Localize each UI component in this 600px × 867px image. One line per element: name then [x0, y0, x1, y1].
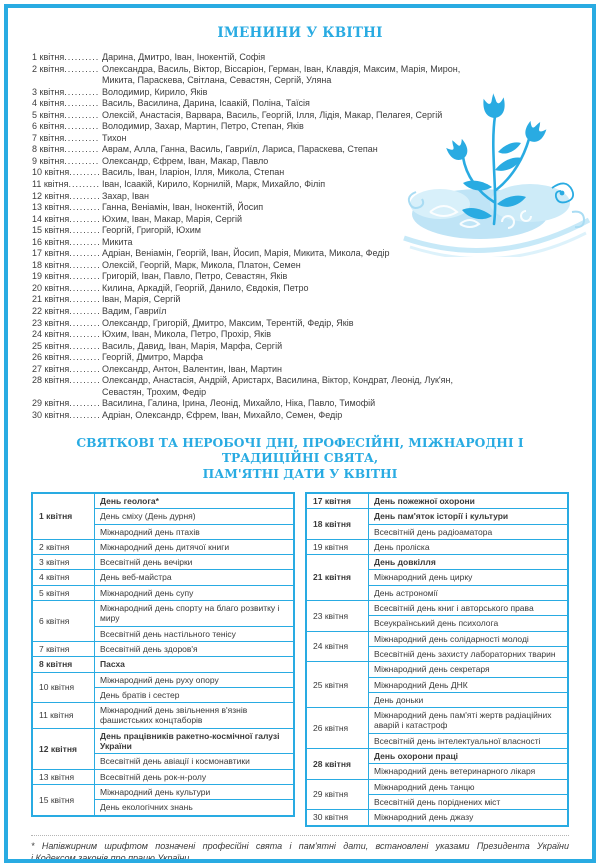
nameday-date: 8 квітня ..... — [32, 144, 100, 156]
holiday-row — [306, 749, 568, 764]
nameday-names: Василь, Іван, Іларіон, Ілля, Микола, Степан — [102, 167, 285, 178]
nameday-entry — [31, 375, 569, 398]
nameday-names: Килина, Аркадій, Георгій, Данило, Євдокія, Петро — [102, 282, 309, 293]
holiday-row — [306, 779, 568, 794]
nameday-names: Ганна, Веніамін, Іван, Інокентій, Йосип — [102, 202, 264, 213]
holiday-date-cell: 2 квітня — [32, 539, 95, 554]
holiday-name-cell: Всесвітній день здоров'я — [95, 641, 295, 656]
nameday-entry — [31, 52, 569, 64]
nameday-entry — [31, 329, 569, 341]
nameday-names: Адріан, Олександр, Єфрем, Іван, Михайло, Семен, Федір — [102, 409, 343, 420]
holiday-name-cell: Всесвітній день поріднених міст — [369, 794, 569, 809]
nameday-names: Іван, Ісаакій, Кирило, Корнилій, Марк, Михайло, Філіп — [102, 179, 326, 190]
nameday-entry — [31, 214, 569, 226]
holiday-name-cell: Всесвітній день книг і авторського права — [369, 601, 569, 616]
nameday-entry — [31, 64, 569, 87]
nameday-date: 16 квітня ..... — [32, 237, 100, 249]
holiday-date-cell: 12 квітня — [32, 728, 95, 769]
nameday-date: 18 квітня ..... — [32, 260, 100, 272]
holiday-date-cell: 19 квітня — [306, 539, 369, 554]
nameday-names: Володимир, Кирило, Яків — [102, 86, 208, 97]
holiday-date-cell: 5 квітня — [32, 585, 95, 600]
nameday-entry — [31, 352, 569, 364]
nameday-names: Севастян, Трохим, Федір — [102, 386, 207, 397]
nameday-names: Юхим, Іван, Микола, Петро, Прохір, Яків — [102, 329, 272, 340]
holiday-date-cell: 21 квітня — [306, 555, 369, 601]
holiday-name-cell: День пожежної охорони — [369, 493, 569, 509]
holiday-date-cell: 26 квітня — [306, 708, 369, 749]
holiday-date-cell: 24 квітня — [306, 631, 369, 662]
holiday-date-cell: 15 квітня — [32, 784, 95, 815]
nameday-date: 3 квітня ..... — [32, 87, 100, 99]
holidays-title — [31, 435, 569, 482]
nameday-date: 20 квітня ..... — [32, 283, 100, 295]
holiday-date-cell: 13 квітня — [32, 769, 95, 784]
holiday-date-cell: 18 квітня — [306, 509, 369, 540]
nameday-names: Олександр, Григорій, Дмитро, Максим, Терентій, Федір, Яків — [102, 317, 354, 328]
holiday-name-cell: День охорони праці — [369, 749, 569, 764]
holiday-date-cell: 8 квітня — [32, 657, 95, 672]
nameday-date: 21 квітня ..... — [32, 294, 100, 306]
holiday-name-cell: Всесвітній день захисту лабораторних тварин — [369, 646, 569, 661]
nameday-entry — [31, 225, 569, 237]
nameday-names: Іван, Марія, Сергій — [102, 294, 181, 305]
holiday-name-cell: День працівників ракетно-космічної галузі України — [95, 728, 295, 754]
holiday-row — [32, 703, 294, 729]
nameday-names: Василь, Василина, Дарина, Ісаакій, Поліна, Таїсія — [102, 98, 310, 109]
nameday-names: Георгій, Григорій, Юхим — [102, 225, 201, 236]
nameday-names: Захар, Іван — [102, 190, 150, 201]
nameday-names: Василь, Давид, Іван, Марія, Марфа, Сергій — [102, 340, 283, 351]
holiday-name-cell: День екологічних знань — [95, 800, 295, 816]
nameday-date: 11 квітня ..... — [32, 179, 100, 191]
nameday-names: Олексій, Георгій, Марк, Микола, Платон, Семен — [102, 259, 301, 270]
holiday-row — [32, 672, 294, 687]
holiday-date-cell: 29 квітня — [306, 779, 369, 810]
holiday-row — [32, 728, 294, 754]
holiday-name-cell: День пам'яток історії і культури — [369, 509, 569, 524]
holiday-row — [32, 570, 294, 585]
holiday-date-cell: 6 квітня — [32, 601, 95, 642]
holiday-name-cell: День доньки — [369, 692, 569, 707]
nameday-date: 9 квітня ..... — [32, 156, 100, 168]
holiday-name-cell: Міжнародний день птахів — [95, 524, 295, 539]
holiday-name-cell: Всесвітній день настільного тенісу — [95, 626, 295, 641]
holiday-date-cell: 30 квітня — [306, 810, 369, 826]
holiday-name-cell: Всесвітній день вечірки — [95, 555, 295, 570]
holiday-row — [306, 539, 568, 554]
nameday-date: 6 квітня ..... — [32, 121, 100, 133]
holiday-row — [32, 585, 294, 600]
holiday-row — [32, 493, 294, 509]
holiday-row — [32, 539, 294, 554]
holiday-row — [306, 810, 568, 826]
holiday-name-cell: День братів і сестер — [95, 687, 295, 702]
holiday-name-cell: День веб-майстра — [95, 570, 295, 585]
holiday-name-cell: День довкілля — [369, 555, 569, 570]
nameday-date: 5 квітня ..... — [32, 110, 100, 122]
nameday-date: 28 квітня ..... — [32, 375, 100, 387]
nameday-entry — [31, 87, 569, 99]
nameday-date: 23 квітня ..... — [32, 318, 100, 330]
nameday-date: 13 квітня ..... — [32, 202, 100, 214]
holiday-date-cell: 23 квітня — [306, 601, 369, 632]
nameday-entry — [31, 341, 569, 353]
holiday-name-cell: День астрономії — [369, 585, 569, 600]
nameday-names: Олександр, Антон, Валентин, Іван, Мартин — [102, 363, 282, 374]
holiday-name-cell: Всесвітній день авіації і космонавтики — [95, 754, 295, 769]
holiday-name-cell: День сміху (День дурня) — [95, 509, 295, 524]
holiday-date-cell: 4 квітня — [32, 570, 95, 585]
nameday-names: Олександр, Анастасія, Андрій, Аристарх, Василина, Віктор, Кондрат, Леонід, Лук'ян, — [102, 375, 453, 386]
footnote-line2: і Кодексом законів про працю України. — [31, 852, 192, 863]
holiday-name-cell: Міжнародний День ДНК — [369, 677, 569, 692]
holidays-table-right-body — [306, 493, 568, 826]
nameday-date: 7 квітня ..... — [32, 133, 100, 145]
nameday-entry — [31, 364, 569, 376]
holiday-row — [32, 769, 294, 784]
nameday-names: Георгій, Дмитро, Марфа — [102, 352, 204, 363]
holidays-title-line1: СВЯТКОВІ ТА НЕРОБОЧІ ДНІ, ПРОФЕСІЙНІ, МІЖНАРОДНІ І ТРАДИЦІЙНІ СВЯТА, — [76, 434, 524, 465]
nameday-date: 24 квітня ..... — [32, 329, 100, 341]
holiday-row — [306, 493, 568, 509]
holiday-name-cell: Міжнародний день пам'яті жертв радіаційних аварій і катастроф — [369, 708, 569, 734]
nameday-entry — [31, 98, 569, 110]
holiday-row — [32, 601, 294, 627]
holiday-row — [306, 708, 568, 734]
nameday-entry — [31, 306, 569, 318]
holiday-date-cell: 28 квітня — [306, 749, 369, 780]
holiday-name-cell: Міжнародний день солідарності молоді — [369, 631, 569, 646]
holiday-name-cell: Міжнародний день джазу — [369, 810, 569, 826]
holiday-row — [32, 784, 294, 799]
nameday-entry — [31, 133, 569, 145]
holiday-date-cell: 25 квітня — [306, 662, 369, 708]
nameday-entry — [31, 271, 569, 283]
nameday-names: Дарина, Дмитро, Іван, Інокентій, Софія — [102, 52, 266, 62]
nameday-entry — [31, 202, 569, 214]
nameday-names: Василина, Галина, Ірина, Леонід, Михайло, Ніка, Павло, Тимофій — [102, 398, 376, 409]
nameday-names: Микита — [102, 236, 133, 247]
nameday-entry — [31, 110, 569, 122]
footnote-divider — [31, 835, 569, 836]
nameday-names: Юхим, Іван, Макар, Марія, Сергій — [102, 213, 243, 224]
nameday-entry — [31, 283, 569, 295]
holiday-row — [306, 662, 568, 677]
nameday-names: Микита, Параскева, Світлана, Севастян, Сергій, Уляна — [102, 75, 332, 86]
holiday-name-cell: Міжнародний день секретаря — [369, 662, 569, 677]
nameday-entry — [31, 191, 569, 203]
holiday-name-cell: Міжнародний день ветеринарного лікаря — [369, 764, 569, 779]
nameday-date: 17 квітня ..... — [32, 248, 100, 260]
holiday-name-cell: Міжнародний день спорту на благо розвитку і миру — [95, 601, 295, 627]
nameday-entry — [31, 410, 569, 422]
namedays-list — [31, 52, 569, 422]
nameday-entry — [31, 121, 569, 133]
holiday-date-cell: 3 квітня — [32, 555, 95, 570]
holiday-name-cell: Міжнародний день руху опору — [95, 672, 295, 687]
nameday-date: 4 квітня ..... — [32, 98, 100, 110]
holidays-tables — [31, 492, 569, 827]
holiday-name-cell: Всесвітній день радіоаматора — [369, 524, 569, 539]
holiday-name-cell: Пасха — [95, 657, 295, 672]
nameday-names: Аврам, Алла, Ганна, Василь, Гавриїл, Лариса, Параскева, Степан — [102, 144, 378, 155]
nameday-entry — [31, 260, 569, 272]
nameday-date: 29 квітня ..... — [32, 398, 100, 410]
holiday-name-cell: День проліска — [369, 539, 569, 554]
nameday-date: 22 квітня ..... — [32, 306, 100, 318]
holiday-row — [32, 641, 294, 656]
nameday-names: Григорій, Іван, Павло, Петро, Севастян, Яків — [102, 271, 288, 282]
footnote — [31, 840, 569, 864]
holiday-row — [32, 555, 294, 570]
holiday-name-cell: День геолога* — [95, 493, 295, 509]
nameday-date: 30 квітня ..... — [32, 410, 100, 422]
namedays-title: ІМЕНИНИ У КВІТНІ — [217, 25, 383, 41]
holiday-row — [306, 601, 568, 616]
holiday-row — [306, 631, 568, 646]
nameday-names: Вадим, Гавриїл — [102, 306, 167, 317]
holiday-row — [306, 509, 568, 524]
holiday-name-cell: Міжнародний день танцю — [369, 779, 569, 794]
nameday-entry — [31, 144, 569, 156]
nameday-date: 2 квітня ..... — [32, 64, 100, 76]
nameday-names: Олександра, Василь, Віктор, Віссаріон, Герман, Іван, Клавдія, Максим, Марія, Мирон, — [102, 63, 461, 74]
holiday-date-cell: 10 квітня — [32, 672, 95, 703]
holiday-name-cell: Міжнародний день звільнення в'язнів фашистських концтаборів — [95, 703, 295, 729]
holiday-name-cell: Міжнародний день супу — [95, 585, 295, 600]
nameday-entry — [31, 237, 569, 249]
nameday-names: Олександр, Єфрем, Іван, Макар, Павло — [102, 155, 269, 166]
nameday-date: 12 квітня ..... — [32, 191, 100, 203]
holiday-row — [306, 555, 568, 570]
holiday-date-cell: 1 квітня — [32, 493, 95, 539]
nameday-date: 26 квітня ..... — [32, 352, 100, 364]
nameday-date: 19 квітня ..... — [32, 271, 100, 283]
holiday-name-cell: Міжнародний день культури — [95, 784, 295, 799]
holidays-table-left-body — [32, 493, 294, 816]
nameday-names: Адріан, Веніамін, Георгій, Іван, Йосип, Марія, Микита, Микола, Федір — [102, 248, 390, 259]
holiday-row — [32, 657, 294, 672]
nameday-names: Володимир, Захар, Мартин, Петро, Степан, Яків — [102, 121, 304, 132]
nameday-entry — [31, 294, 569, 306]
holiday-name-cell: Всесвітній день рок-н-ролу — [95, 769, 295, 784]
nameday-date: 25 квітня ..... — [32, 341, 100, 353]
nameday-date: 1 квітня ..... — [32, 52, 100, 64]
holiday-name-cell: Міжнародний день дитячої книги — [95, 539, 295, 554]
holidays-table-right — [305, 492, 569, 827]
holiday-name-cell: Всесвітній день інтелектуальної власності — [369, 733, 569, 748]
nameday-date: 15 квітня ..... — [32, 225, 100, 237]
nameday-entry — [31, 156, 569, 168]
nameday-date: 27 квітня ..... — [32, 364, 100, 376]
nameday-names: Олексій, Анастасія, Варвара, Василь, Георгій, Ілля, Лідія, Макар, Пелагея, Сергій — [102, 109, 443, 120]
nameday-date: 14 квітня ..... — [32, 214, 100, 226]
holiday-name-cell: Міжнародний день цирку — [369, 570, 569, 585]
holiday-date-cell: 17 квітня — [306, 493, 369, 509]
nameday-date: 10 квітня ..... — [32, 167, 100, 179]
holiday-name-cell: Всеукраїнський день психолога — [369, 616, 569, 631]
nameday-entry — [31, 167, 569, 179]
nameday-names: Тихон — [102, 132, 127, 143]
footnote-line1: * Напівжирним шрифтом позначені професійні свята і пам'ятні дати, встановлені указами Президента України — [31, 840, 569, 851]
nameday-entry — [31, 248, 569, 260]
nameday-entry — [31, 179, 569, 191]
holidays-title-line2: ПАМ'ЯТНІ ДАТИ У КВІТНІ — [202, 465, 398, 481]
holiday-date-cell: 11 квітня — [32, 703, 95, 729]
nameday-entry — [31, 318, 569, 330]
holidays-table-left — [31, 492, 295, 817]
holiday-date-cell: 7 квітня — [32, 641, 95, 656]
nameday-entry — [31, 398, 569, 410]
